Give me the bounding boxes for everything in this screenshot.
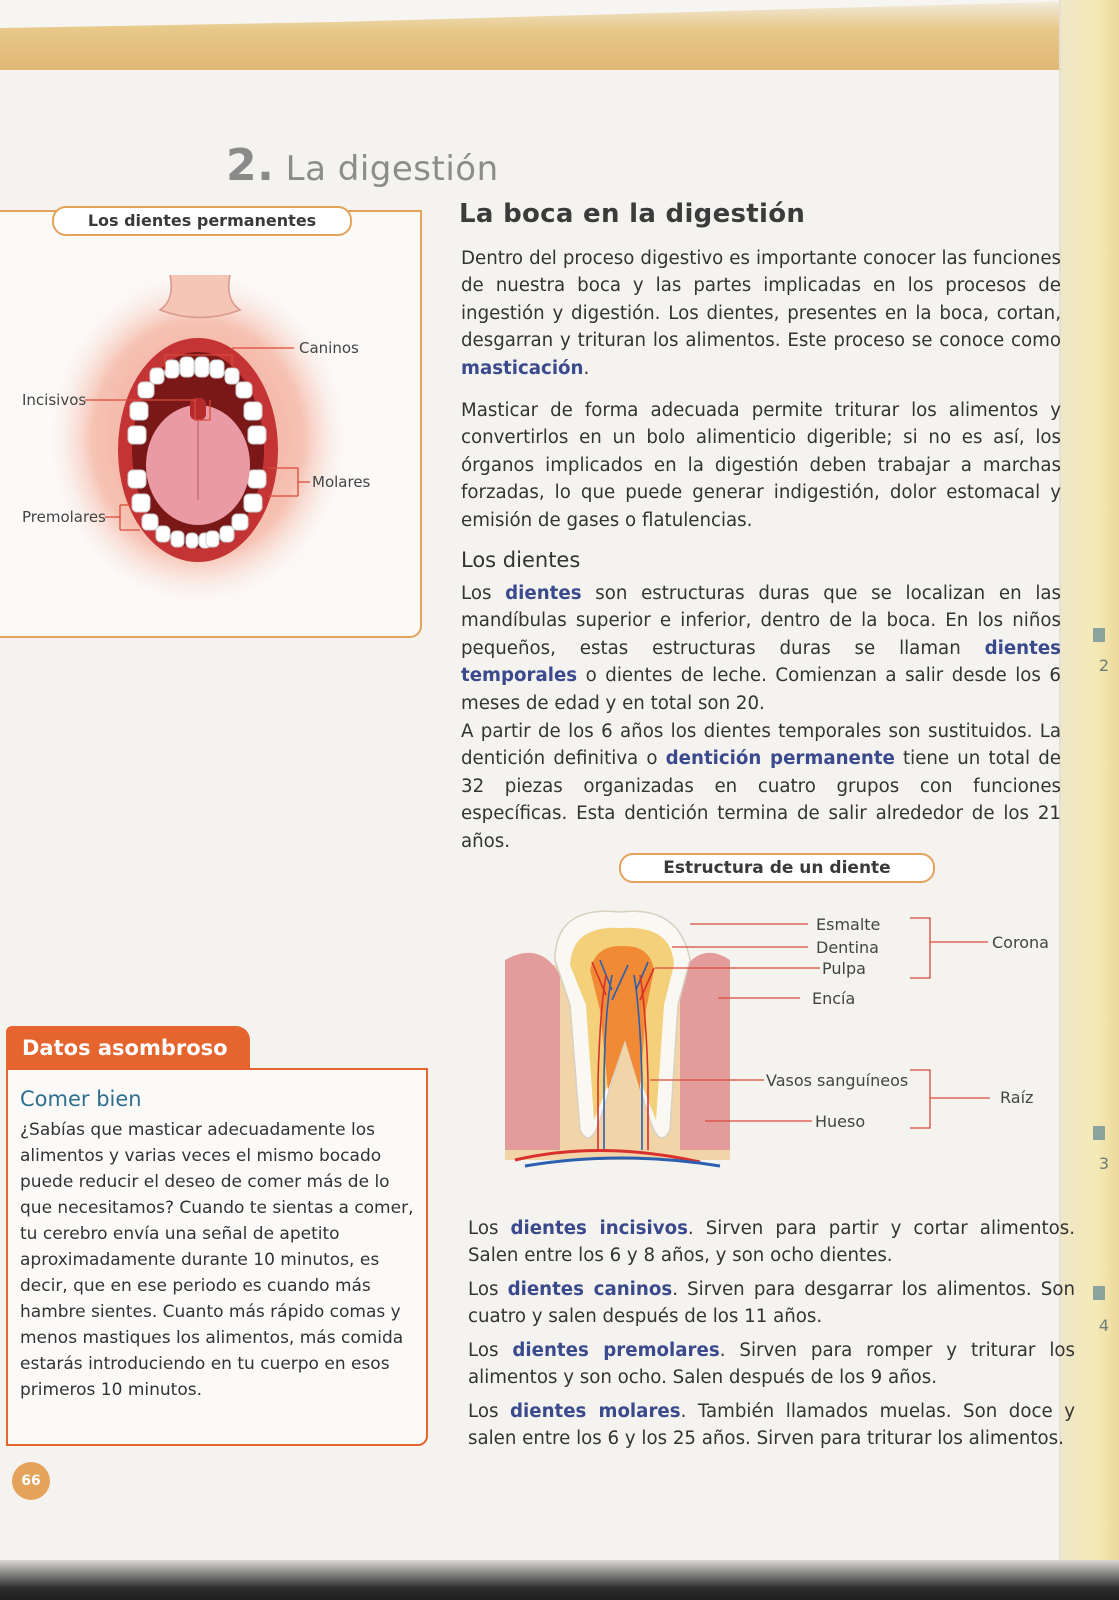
item-text: . Sirven para romper y triturar los alimentos y son ocho. Salen después de los 9 años.: [468, 1340, 1076, 1389]
p1-end: .: [583, 357, 590, 379]
label-premolares: Premolares: [22, 508, 106, 526]
item-prefix: Los: [468, 1340, 513, 1361]
label-incisivos: Incisivos: [22, 391, 87, 409]
term-masticacion: masticación: [461, 357, 584, 379]
term-premolares: dientes premolares: [512, 1340, 720, 1361]
term-denticion-permanente: dentición permanente: [665, 748, 895, 770]
paragraph-masticar: Masticar de forma adecuada permite triturar los alimentos y convertirlos en un bolo alimenticio digerible; si no es así, los órganos implicados en la digestión deben trabajar a marchas forzadas, lo que puede generar indigestión, dolor estomacal y emisión de gases o flatulencias.: [461, 400, 1061, 531]
item-prefix: Los: [468, 1218, 511, 1239]
list-item: [468, 1337, 1075, 1392]
list-item: [468, 1276, 1075, 1331]
label-pulpa: Pulpa: [822, 959, 866, 978]
label-corona: Corona: [992, 933, 1049, 952]
edge-number: 2: [1098, 656, 1109, 675]
section-number: 2.: [226, 140, 275, 191]
label-dentina: Dentina: [816, 938, 879, 957]
item-text: . Sirven para partir y cortar alimentos. Salen entre los 6 y 8 años, y son ocho dientes.: [468, 1218, 1075, 1267]
section-title: [226, 140, 499, 191]
datos-tab: Datos asombroso: [6, 1026, 250, 1070]
label-molares: Molares: [312, 473, 371, 491]
open-mouth-illustration: [0, 240, 420, 630]
item-prefix: Los: [468, 1401, 510, 1422]
item-text: . Sirven para desgarrar los alimentos. Son cuatro y salen después de los 11 años.: [468, 1279, 1075, 1328]
p4-a: A partir de los 6 años los dientes temporales son sustituidos. La dentición definitiva o: [461, 721, 1061, 770]
label-raiz: Raíz: [1000, 1088, 1034, 1107]
item-prefix: Los: [468, 1279, 508, 1300]
p1-text: Dentro del proceso digestivo es importante conocer las funciones de nuestra boca y las partes implicadas en los procesos de ingestión y digestión. Los dientes, presentes en la boca, cortan, desgarran y trituran los alimentos. Este proceso se conoce como: [461, 248, 1061, 352]
teeth-panel-title: Los dientes permanentes: [52, 206, 352, 236]
paragraph-intro: [461, 245, 1061, 382]
term-dientes: dientes: [505, 583, 582, 604]
term-dientes-temporales: dientes temporales: [461, 637, 1061, 687]
list-item: [468, 1398, 1075, 1453]
p3-a: Los: [461, 583, 506, 604]
main-heading: La boca en la digestión: [459, 199, 806, 229]
paragraph-dientes: [461, 580, 1061, 717]
label-esmalte: Esmalte: [816, 915, 881, 934]
item-text: . También llamados muelas. Son doce y salen entre los 6 y los 25 años. Sirven para triturar los alimentos.: [468, 1401, 1075, 1450]
datos-text: ¿Sabías que masticar adecuadamente los alimentos y varias veces el mismo bocado puede reducir el deseo de comer más de lo que necesitamos? Cuando te sientas a comer, tu cerebro envía una señal de apetito aproximadamente durante 10 minutos, es decir, que en ese periodo es cuando más hambre sientes. Cuanto más rápido comas y menos mastiques los alimentos, más comida estarás introduciendo en tu cuerpo en esos primeros 10 minutos.: [20, 1120, 414, 1400]
subheading-los-dientes: Los dientes: [461, 548, 581, 572]
p3-b: son estructuras duras que se localizan en las mandíbulas superior e inferior, dentro de la boca. En los niños pequeños, estas estructuras duras se llaman: [461, 583, 1061, 659]
edge-number: 4: [1098, 1316, 1109, 1335]
tooth-cross-section-illustration: [500, 900, 1020, 1175]
p3-c: o dientes de leche. Comienzan a salir desde los 6 meses de edad y en total son 20.: [461, 665, 1061, 714]
scan-bottom-edge: [0, 1560, 1119, 1600]
p4-b: tiene un total de 32 piezas organizadas en cuatro grupos con funciones específicas. Esta dentición termina de salir alrededor de los 21 años.: [461, 748, 1061, 852]
page-number: 66: [12, 1462, 50, 1500]
term-molares: dientes molares: [509, 1401, 681, 1422]
section-title-text: La digestión: [285, 149, 499, 189]
label-vasos-sanguineos: Vasos sanguíneos: [766, 1071, 909, 1090]
tooth-structure-title: Estructura de un diente: [619, 853, 935, 883]
top-color-band: [0, 0, 1119, 70]
edge-number: 3: [1098, 1154, 1109, 1173]
paragraph-denticion: [461, 718, 1061, 855]
list-item: [468, 1215, 1075, 1270]
label-encia: Encía: [812, 989, 856, 1008]
datos-subtitle: Comer bien: [20, 1087, 142, 1111]
term-caninos: dientes caninos: [507, 1279, 673, 1300]
label-caninos: Caninos: [299, 339, 359, 357]
label-hueso: Hueso: [815, 1112, 866, 1131]
term-incisivos: dientes incisivos: [510, 1218, 688, 1239]
